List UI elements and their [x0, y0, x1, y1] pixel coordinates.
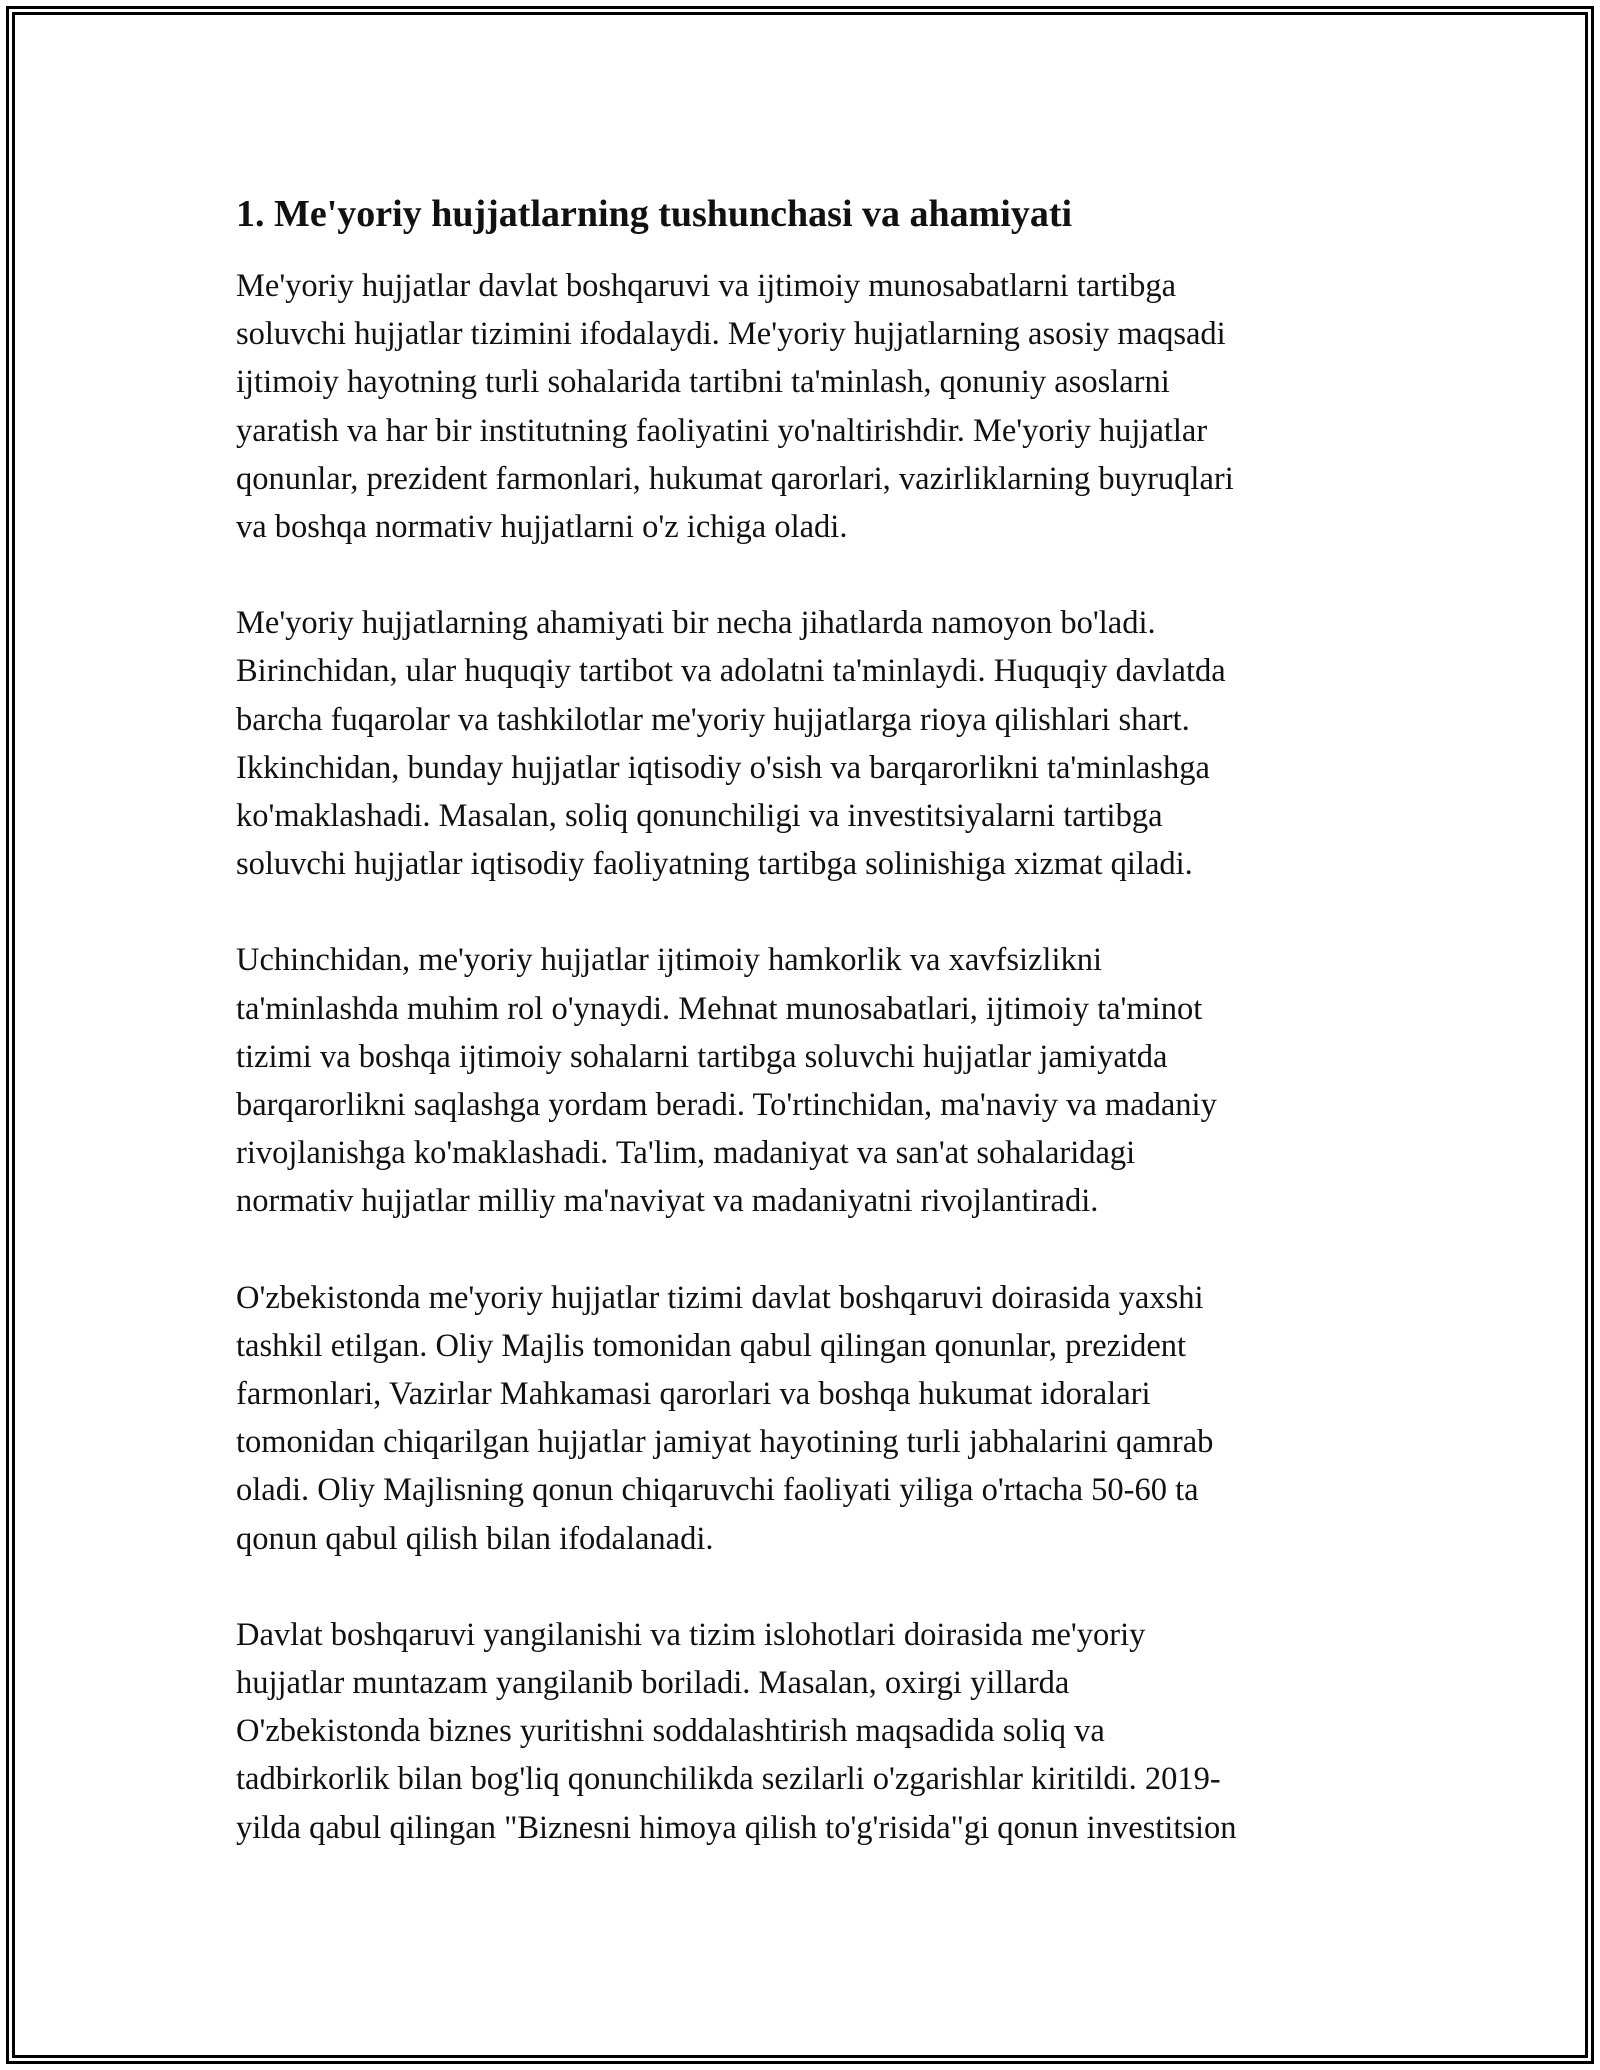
text-line: Birinchidan, ular huquqiy tartibot va adolatni ta'minlaydi. Huquqiy davlatda [236, 653, 1226, 690]
text-line: qonunlar, prezident farmonlari, hukumat qarorlari, vazirliklarning buyruqlari [236, 460, 1234, 497]
paragraph [236, 1274, 1386, 1563]
text-line: tomonidan chiqarilgan hujjatlar jamiyat hayotining turli jabhalarini qamrab [236, 1424, 1214, 1461]
text-line: barqarorlikni saqlashga yordam beradi. To'rtinchidan, ma'naviy va madaniy [236, 1087, 1217, 1124]
text-line: va boshqa normativ hujjatlarni o'z ichiga oladi. [236, 509, 848, 546]
paragraph [236, 262, 1386, 551]
paragraph-list [236, 262, 1386, 1852]
text-line: Uchinchidan, me'yoriy hujjatlar ijtimoiy hamkorlik va xavfsizlikni [236, 942, 1103, 979]
text-line: ta'minlashda muhim rol o'ynaydi. Mehnat munosabatlari, ijtimoiy ta'minot [236, 990, 1203, 1027]
text-line: O'zbekistonda me'yoriy hujjatlar tizimi davlat boshqaruvi doirasida yaxshi [236, 1279, 1204, 1316]
text-line: Davlat boshqaruvi yangilanishi va tizim islohotlari doirasida me'yoriy [236, 1616, 1146, 1653]
text-line: farmonlari, Vazirlar Mahkamasi qarorlari va boshqa hukumat idoralari [236, 1376, 1151, 1413]
text-line: O'zbekistonda biznes yuritishni soddalashtirish maqsadida soliq va [236, 1713, 1105, 1750]
text-line: Me'yoriy hujjatlarning ahamiyati bir necha jihatlarda namoyon bo'ladi. [236, 605, 1156, 642]
paragraph [236, 936, 1386, 1225]
text-line: ko'maklashadi. Masalan, soliq qonunchiligi va investitsiyalarni tartibga [236, 798, 1163, 835]
text-line: hujjatlar muntazam yangilanib boriladi. Masalan, oxirgi yillarda [236, 1665, 1070, 1702]
text-line: yilda qabul qilingan "Biznesni himoya qilish to'g'risida"gi qonun investitsion [236, 1809, 1237, 1846]
text-line: yaratish va har bir institutning faoliyatini yo'naltirishdir. Me'yoriy hujjatlar [236, 412, 1208, 449]
section-heading: 1. Me'yoriy hujjatlarning tushunchasi va ahamiyati [236, 193, 1073, 235]
text-line: Ikkinchidan, bunday hujjatlar iqtisodiy o'sish va barqarorlikni ta'minlashga [236, 749, 1210, 786]
text-line: tashkil etilgan. Oliy Majlis tomonidan qabul qilingan qonunlar, prezident [236, 1327, 1187, 1364]
text-line: ijtimoiy hayotning turli sohalarida tartibni ta'minlash, qonuniy asoslarni [236, 364, 1170, 401]
text-line: tadbirkorlik bilan bog'liq qonunchilikda sezilarli o'zgarishlar kiritildi. 2019- [236, 1761, 1221, 1798]
text-line: soluvchi hujjatlar tizimini ifodalaydi. Me'yoriy hujjatlarning asosiy maqsadi [236, 316, 1226, 353]
text-line: normativ hujjatlar milliy ma'naviyat va madaniyatni rivojlantiradi. [236, 1183, 1099, 1220]
text-line: barcha fuqarolar va tashkilotlar me'yoriy hujjatlarga rioya qilishlari shart. [236, 701, 1190, 738]
text-line: rivojlanishga ko'maklashadi. Ta'lim, madaniyat va san'at sohalaridagi [236, 1135, 1136, 1172]
paragraph [236, 599, 1386, 888]
text-line: Me'yoriy hujjatlar davlat boshqaruvi va ijtimoiy munosabatlarni tartibga [236, 268, 1177, 304]
document-body [236, 190, 1386, 1900]
text-line: soluvchi hujjatlar iqtisodiy faoliyatning tartibga solinishiga xizmat qiladi. [236, 846, 1193, 883]
text-line: qonun qabul qilish bilan ifodalanadi. [236, 1520, 714, 1557]
paragraph [236, 1611, 1386, 1852]
text-line: tizimi va boshqa ijtimoiy sohalarni tartibga soluvchi hujjatlar jamiyatda [236, 1038, 1168, 1075]
text-line: oladi. Oliy Majlisning qonun chiqaruvchi faoliyati yiliga o'rtacha 50-60 ta [236, 1472, 1199, 1509]
